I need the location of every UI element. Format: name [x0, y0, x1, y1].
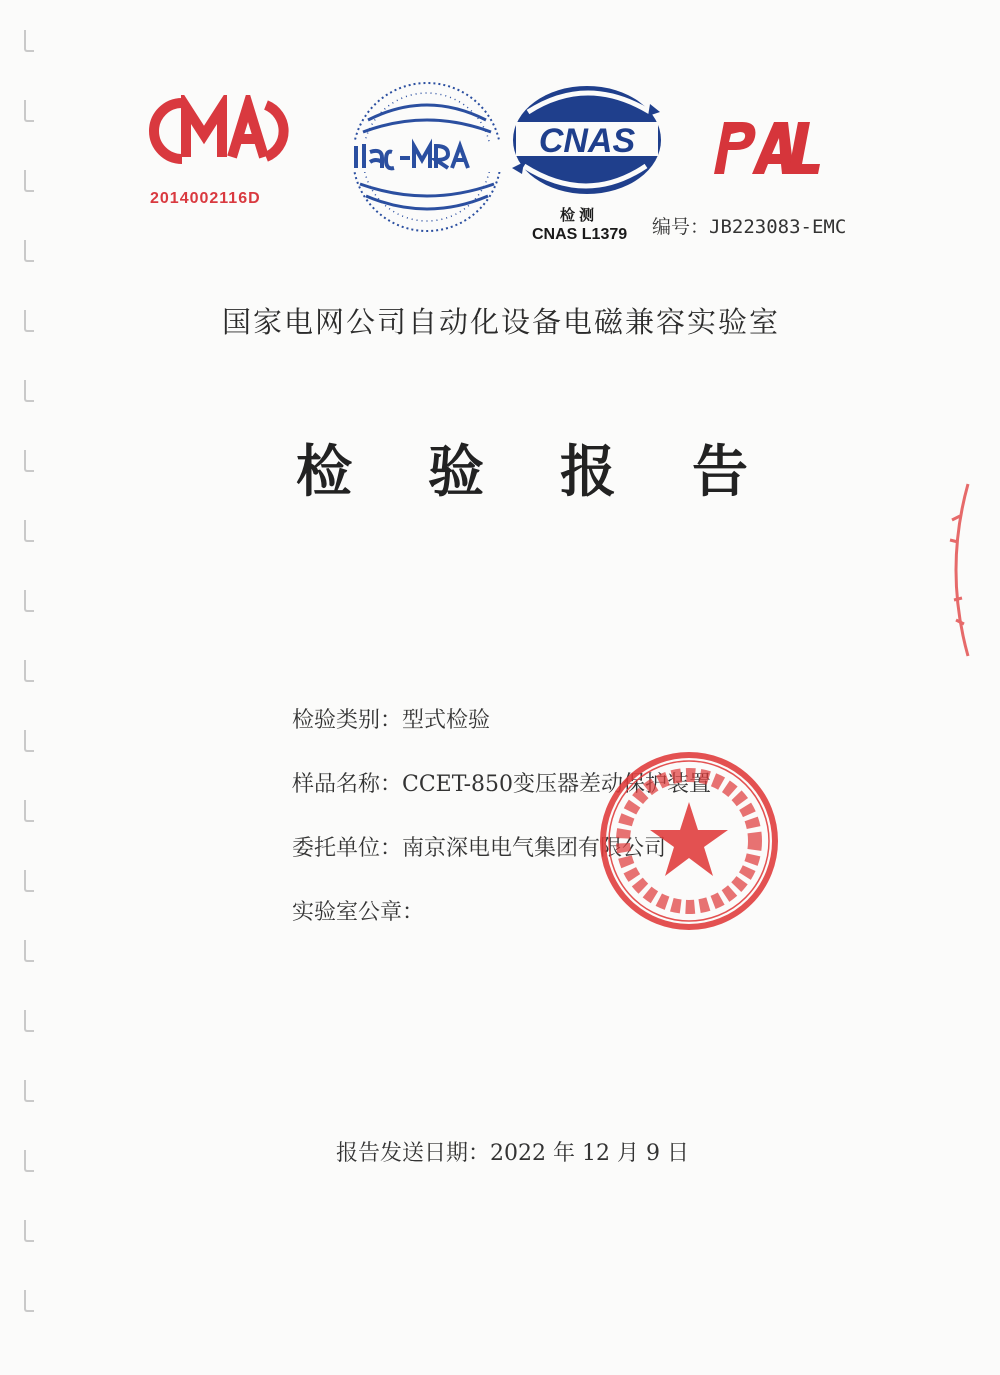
cnas-code: CNAS L1379 [532, 226, 628, 243]
lab-name: 国家电网公司自动化设备电磁兼容实验室 [222, 305, 781, 339]
field-value: 型式检验 [402, 708, 491, 733]
report-number-value: JB223083-EMC [709, 216, 847, 238]
binding-hole [24, 100, 34, 122]
binding-hole [24, 380, 34, 402]
svg-text:CNAS: CNAS [538, 122, 636, 160]
cnas-logo-icon [508, 82, 666, 200]
field-lab-seal [292, 895, 424, 926]
field-value: 南京深电电气集团有限公司 [402, 836, 667, 861]
binding-hole [24, 1150, 34, 1172]
title-char: 告 [692, 440, 748, 505]
edge-stamp-fragment [940, 480, 980, 664]
binding-hole [24, 800, 34, 822]
report-number [652, 212, 846, 239]
cnas-label-top: 检 测 [560, 207, 595, 224]
cma-logo-icon [148, 95, 300, 167]
ilac-mra-logo-icon [348, 80, 506, 235]
field-label: 检验类别： [292, 708, 403, 733]
binding-hole [24, 1290, 34, 1312]
binding-hole [24, 240, 34, 262]
field-value: CCET-850变压器差动保护装置 [402, 772, 712, 797]
title-char: 检 [296, 440, 352, 505]
binding-hole [24, 1010, 34, 1032]
binding-hole [24, 520, 34, 542]
binding-hole [24, 940, 34, 962]
pal-logo-icon [700, 112, 825, 182]
title-char: 验 [428, 440, 484, 505]
field-label: 样品名称： [292, 772, 403, 797]
official-stamp [598, 750, 780, 936]
cma-logo [148, 95, 300, 171]
field-test-type [292, 703, 490, 734]
binding-hole [24, 30, 34, 52]
report-number-label: 编号： [652, 216, 710, 238]
binding-hole [24, 590, 34, 612]
cma-code: 2014002116D [150, 190, 261, 207]
binding-hole [24, 1080, 34, 1102]
binding-hole [24, 450, 34, 472]
pal-logo [700, 112, 825, 186]
red-seal-icon [598, 750, 780, 932]
binding-hole [24, 310, 34, 332]
cnas-logo [508, 82, 666, 204]
report-date: 报告发送日期：2022 年 12 月 9 日 [336, 1141, 689, 1166]
binding-hole [24, 870, 34, 892]
binding-hole [24, 170, 34, 192]
binding-hole [24, 1220, 34, 1242]
title-char: 报 [560, 440, 616, 505]
binding-holes [18, 20, 40, 1360]
field-label: 实验室公章： [292, 900, 425, 925]
binding-hole [24, 730, 34, 752]
partial-seal-icon [940, 480, 980, 660]
ilac-mra-logo [348, 80, 506, 239]
field-label: 委托单位： [292, 836, 403, 861]
page-title [296, 428, 762, 508]
binding-hole [24, 660, 34, 682]
